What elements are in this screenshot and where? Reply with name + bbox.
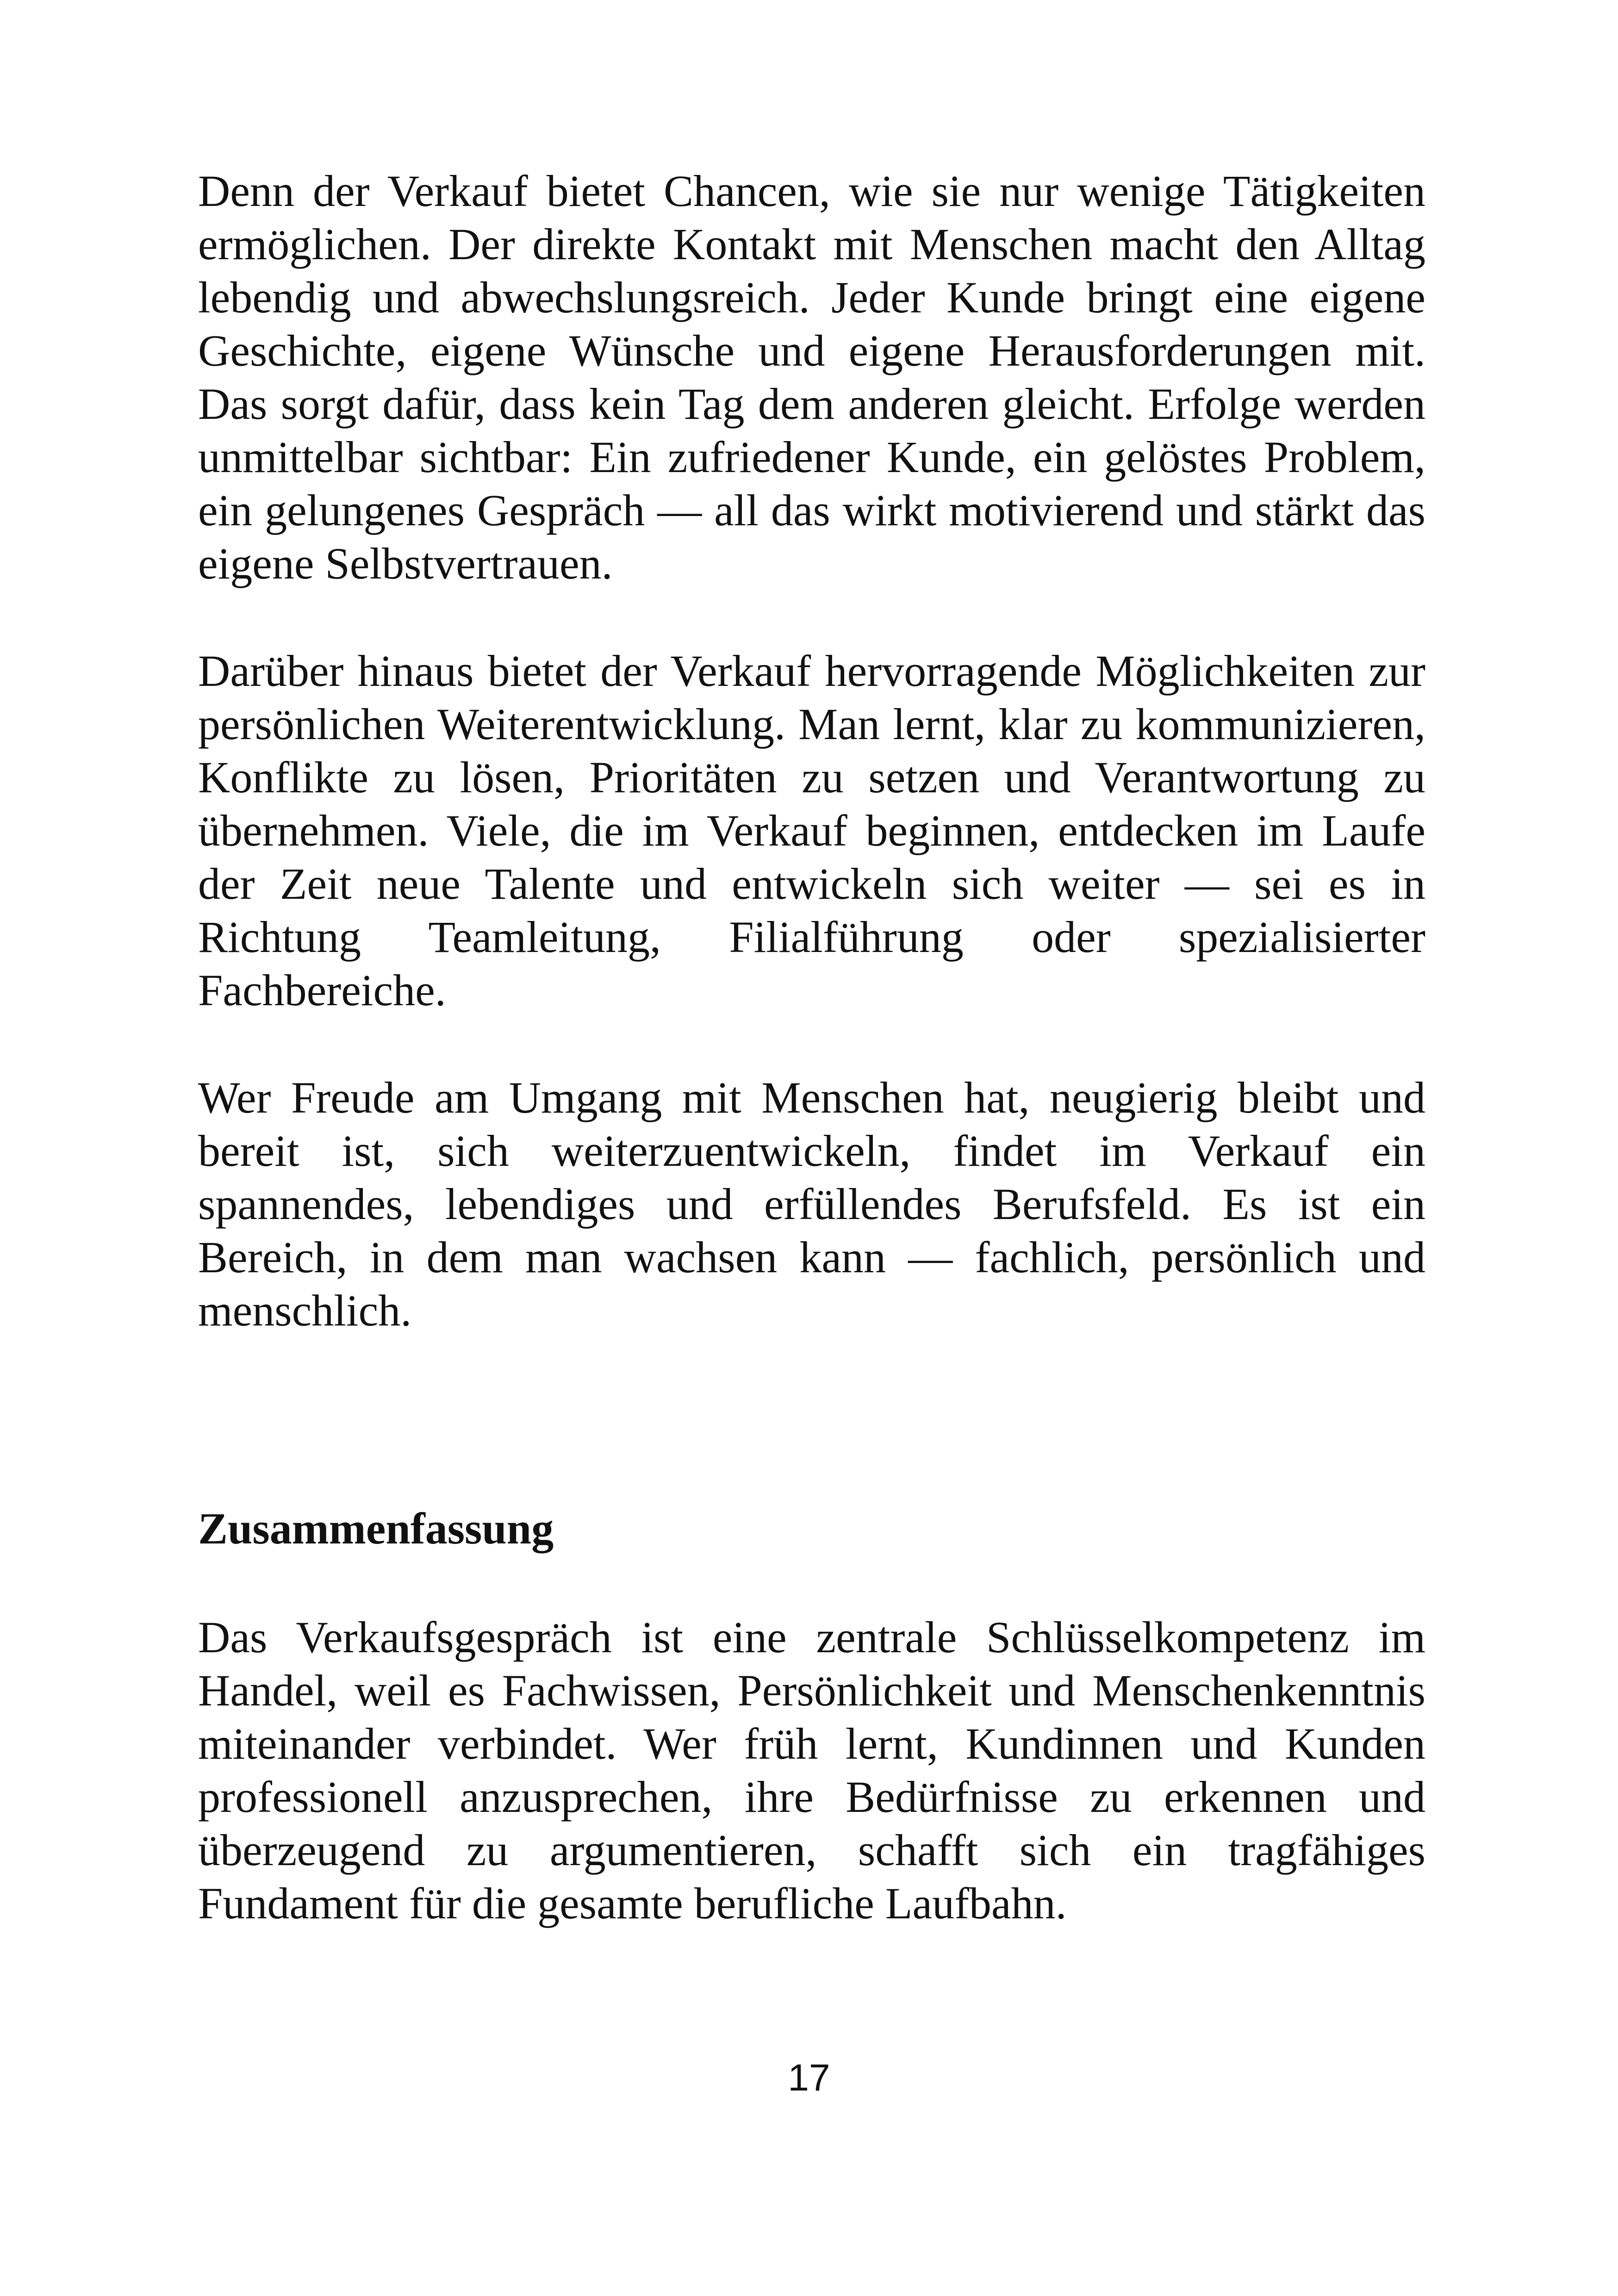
page-content — [198, 164, 1425, 1928]
page-number: 17 — [788, 2057, 830, 2099]
paragraph-berufsfeld: Wer Freude am Umgang mit Menschen hat, neugierig bleibt und bereit ist, sich weiterzuentwickeln, findet im Verkauf ein spannendes, lebendiges und erfüllendes Berufsfeld. Es ist ein Bereich, in dem man wachsen kann — fachlich, persönlich und menschlich. — [198, 1073, 1425, 1335]
paragraph-chancen: Denn der Verkauf bietet Chancen, wie sie nur wenige Tätigkeiten ermöglichen. Der direkte Kontakt mit Menschen macht den Alltag lebendig und abwechslungsreich. Jeder Kunde bringt eine eigene Geschichte, eigene Wünsche und eigene Herausforderungen mit. Das sorgt dafür, dass kein Tag dem anderen gleicht. Erfolge werden unmittelbar sichtbar: Ein zufriedener Kunde, ein gelöstes Problem, ein gelungenes Gespräch — all das wirkt motivierend und stärkt das eigene Selbstvertrauen. — [198, 166, 1425, 588]
section-heading: Zusammenfassung — [198, 1504, 554, 1553]
paragraph-zusammenfassung: Das Verkaufsgespräch ist eine zentrale Schlüsselkompetenz im Handel, weil es Fachwissen, Persönlichkeit und Menschenkenntnis miteinander verbindet. Wer früh lernt, Kundinnen und Kunden professionell anzusprechen, ihre Bedürfnisse zu erkennen und überzeugend zu argumentieren, schafft sich ein tragfähiges Fundament für die gesamte berufliche Laufbahn. — [198, 1612, 1425, 1928]
paragraph-weiterentwicklung: Darüber hinaus bietet der Verkauf hervorragende Möglichkeiten zur persönlichen Weiterentwicklung. Man lernt, klar zu kommunizieren, Konflikte zu lösen, Prioritäten zu setzen und Verantwortung zu übernehmen. Viele, die im Verkauf beginnen, entdecken im Laufe der Zeit neue Talente und entwickeln sich weiter — sei es in Richtung Teamleitung, Filialführung oder spezialisierter Fachbereiche. — [198, 646, 1425, 1015]
